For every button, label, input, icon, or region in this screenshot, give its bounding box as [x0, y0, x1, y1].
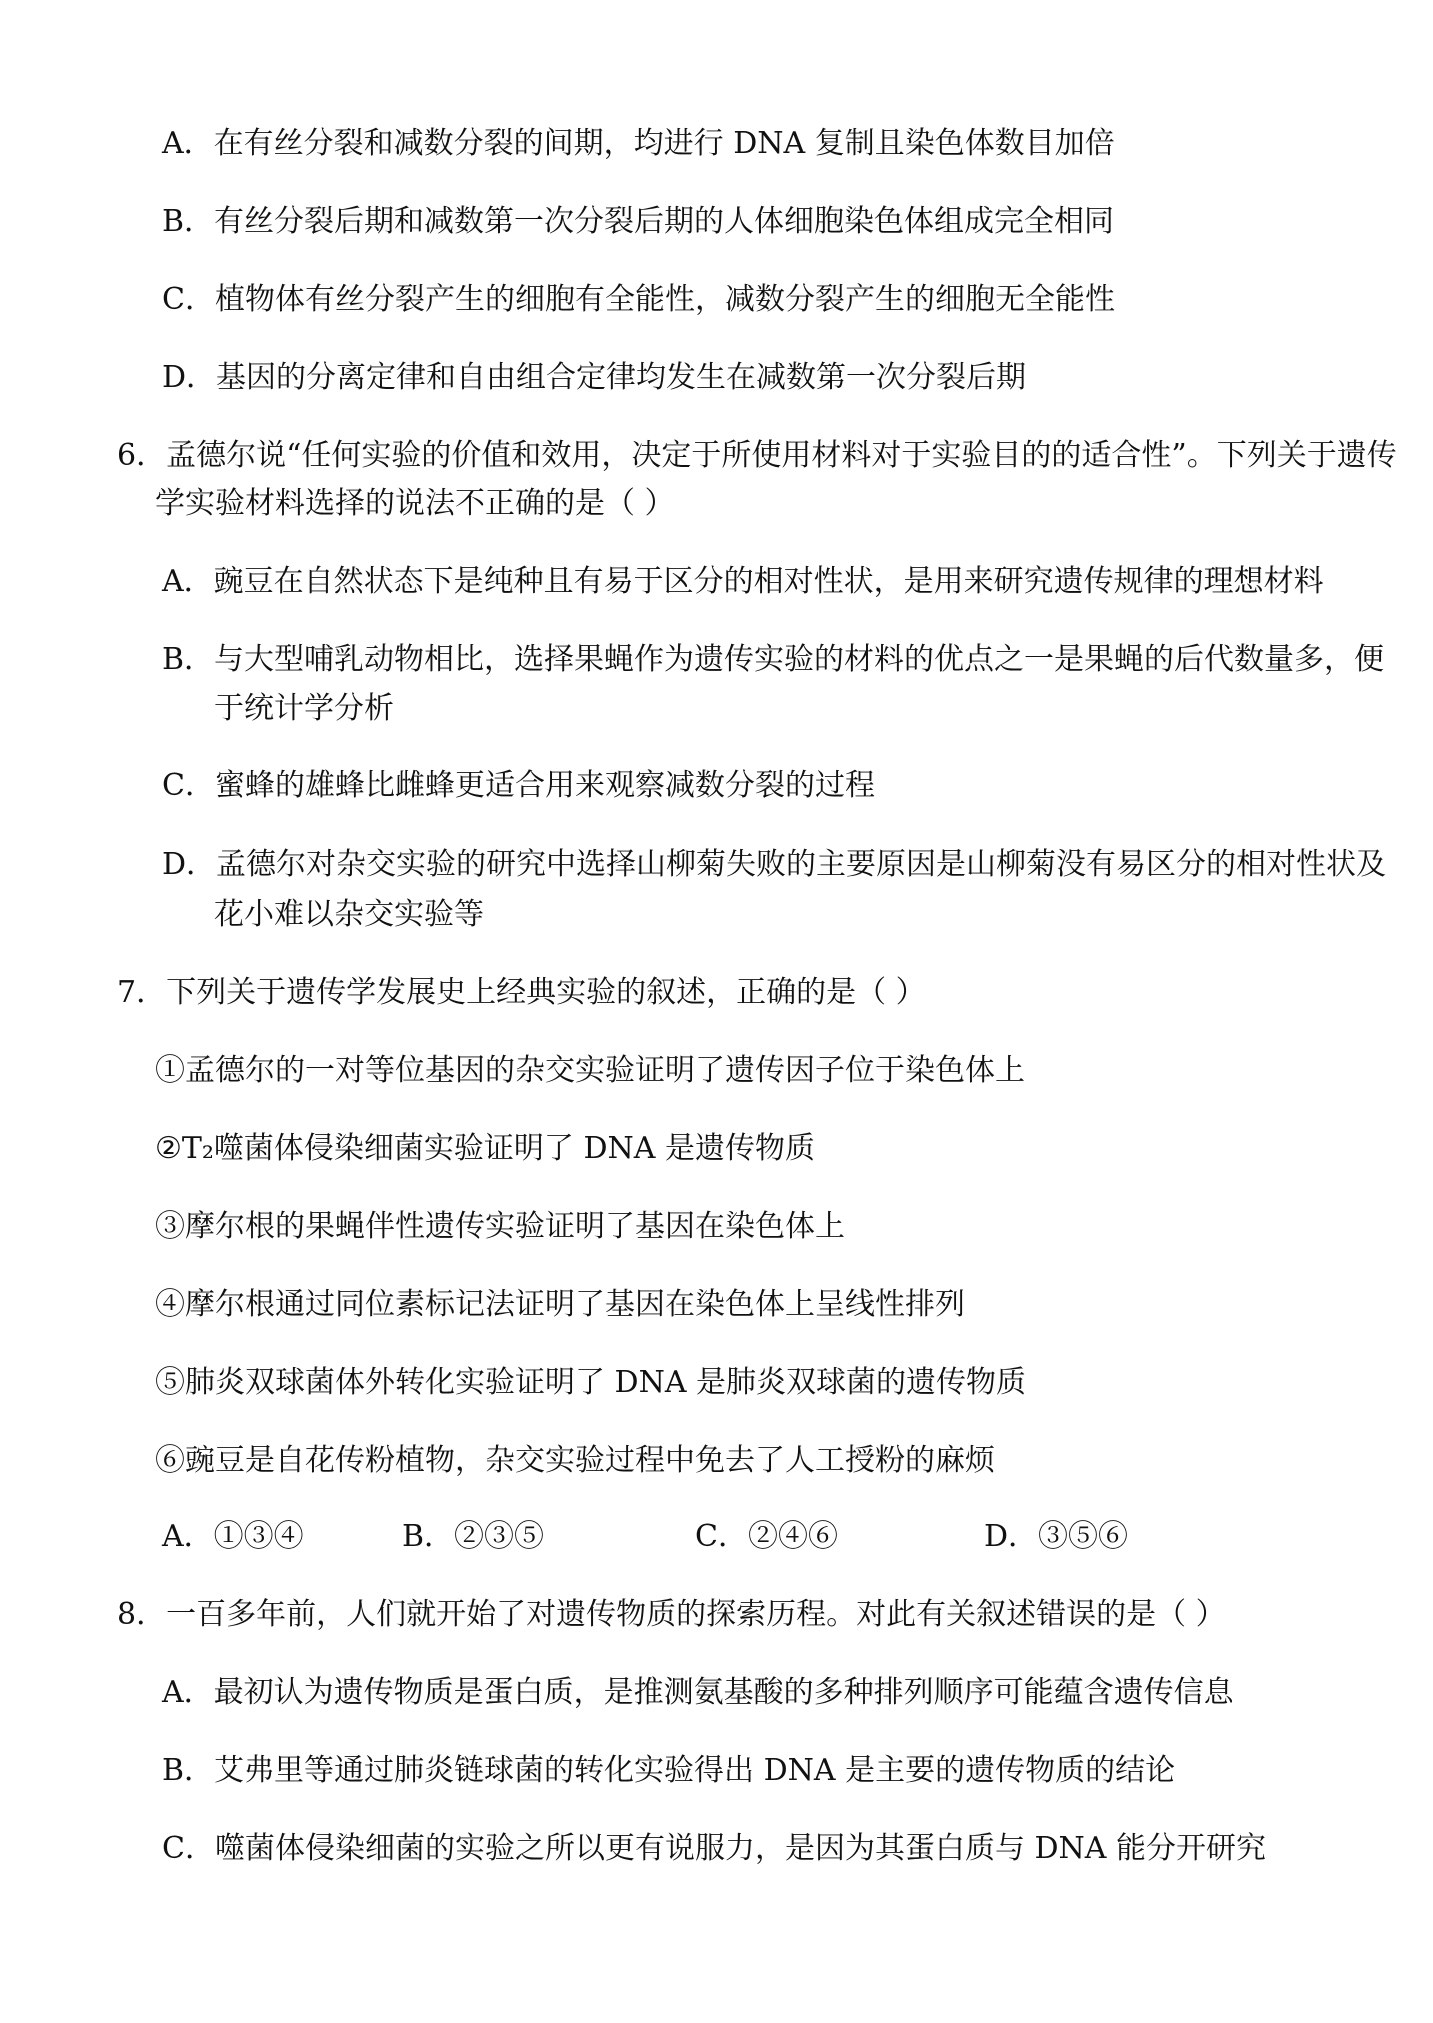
q7-statement-4: ④摩尔根通过同位素标记法证明了基因在染色体上呈线性排列: [155, 1287, 965, 1322]
q7-statement-5: ⑤肺炎双球菌体外转化实验证明了 DNA 是肺炎双球菌的遗传物质: [155, 1365, 1027, 1400]
q7-statement-1: ①孟德尔的一对等位基因的杂交实验证明了遗传因子位于染色体上: [155, 1053, 1025, 1088]
q7-statement-2: ②T₂噬菌体侵染细菌实验证明了 DNA 是遗传物质: [155, 1131, 815, 1166]
q5-option-c: C．植物体有丝分裂产生的细胞有全能性，减数分裂产生的细胞无全能性: [162, 282, 1115, 317]
q5-option-a: A．在有丝分裂和减数分裂的间期，均进行 DNA 复制且染色体数目加倍: [162, 126, 1115, 161]
q7-choice-c: C．②④⑥: [695, 1519, 838, 1554]
q5-option-b: B．有丝分裂后期和减数第一次分裂后期的人体细胞染色体组成完全相同: [162, 204, 1115, 239]
q6-option-d-line2: 花小难以杂交实验等: [214, 897, 484, 932]
q6-option-c: C．蜜蜂的雄蜂比雌蜂更适合用来观察减数分裂的过程: [162, 768, 875, 803]
q5-option-d: D．基因的分离定律和自由组合定律均发生在减数第一次分裂后期: [162, 360, 1027, 395]
q7-choice-a: A．①③④: [162, 1519, 304, 1554]
q6-option-d-line1: D．孟德尔对杂交实验的研究中选择山柳菊失败的主要原因是山柳菊没有易区分的相对性状及: [162, 847, 1387, 882]
q7-choices: [162, 1517, 1162, 1557]
q7-stem: 7．下列关于遗传学发展史上经典实验的叙述，正确的是（ ）: [117, 975, 926, 1010]
q7-choice-b: B．②③⑤: [402, 1519, 545, 1554]
q8-option-c: C．噬菌体侵染细菌的实验之所以更有说服力，是因为其蛋白质与 DNA 能分开研究: [162, 1831, 1266, 1866]
q8-option-b: B．艾弗里等通过肺炎链球菌的转化实验得出 DNA 是主要的遗传物质的结论: [162, 1753, 1176, 1788]
q6-stem-line1: 6．孟德尔说“任何实验的价值和效用，决定于所使用材料对于实验目的的适合性”。下列关于遗传: [117, 438, 1397, 473]
q6-option-a: A．豌豆在自然状态下是纯种且有易于区分的相对性状，是用来研究遗传规律的理想材料: [162, 564, 1324, 599]
q6-option-b-line1: B．与大型哺乳动物相比，选择果蝇作为遗传实验的材料的优点之一是果蝇的后代数量多，便: [162, 642, 1385, 677]
q7-choice-d: D．③⑤⑥: [984, 1519, 1129, 1554]
q7-statement-6: ⑥豌豆是自花传粉植物，杂交实验过程中免去了人工授粉的麻烦: [155, 1443, 995, 1478]
q6-stem-line2: 学实验材料选择的说法不正确的是（ ）: [155, 486, 675, 521]
q7-statement-3: ③摩尔根的果蝇伴性遗传实验证明了基因在染色体上: [155, 1209, 845, 1244]
q8-option-a: A．最初认为遗传物质是蛋白质，是推测氨基酸的多种排列顺序可能蕴含遗传信息: [162, 1675, 1234, 1710]
q6-option-b-line2: 于统计学分析: [214, 691, 394, 726]
q8-stem: 8．一百多年前，人们就开始了对遗传物质的探索历程。对此有关叙述错误的是（ ）: [117, 1597, 1226, 1632]
